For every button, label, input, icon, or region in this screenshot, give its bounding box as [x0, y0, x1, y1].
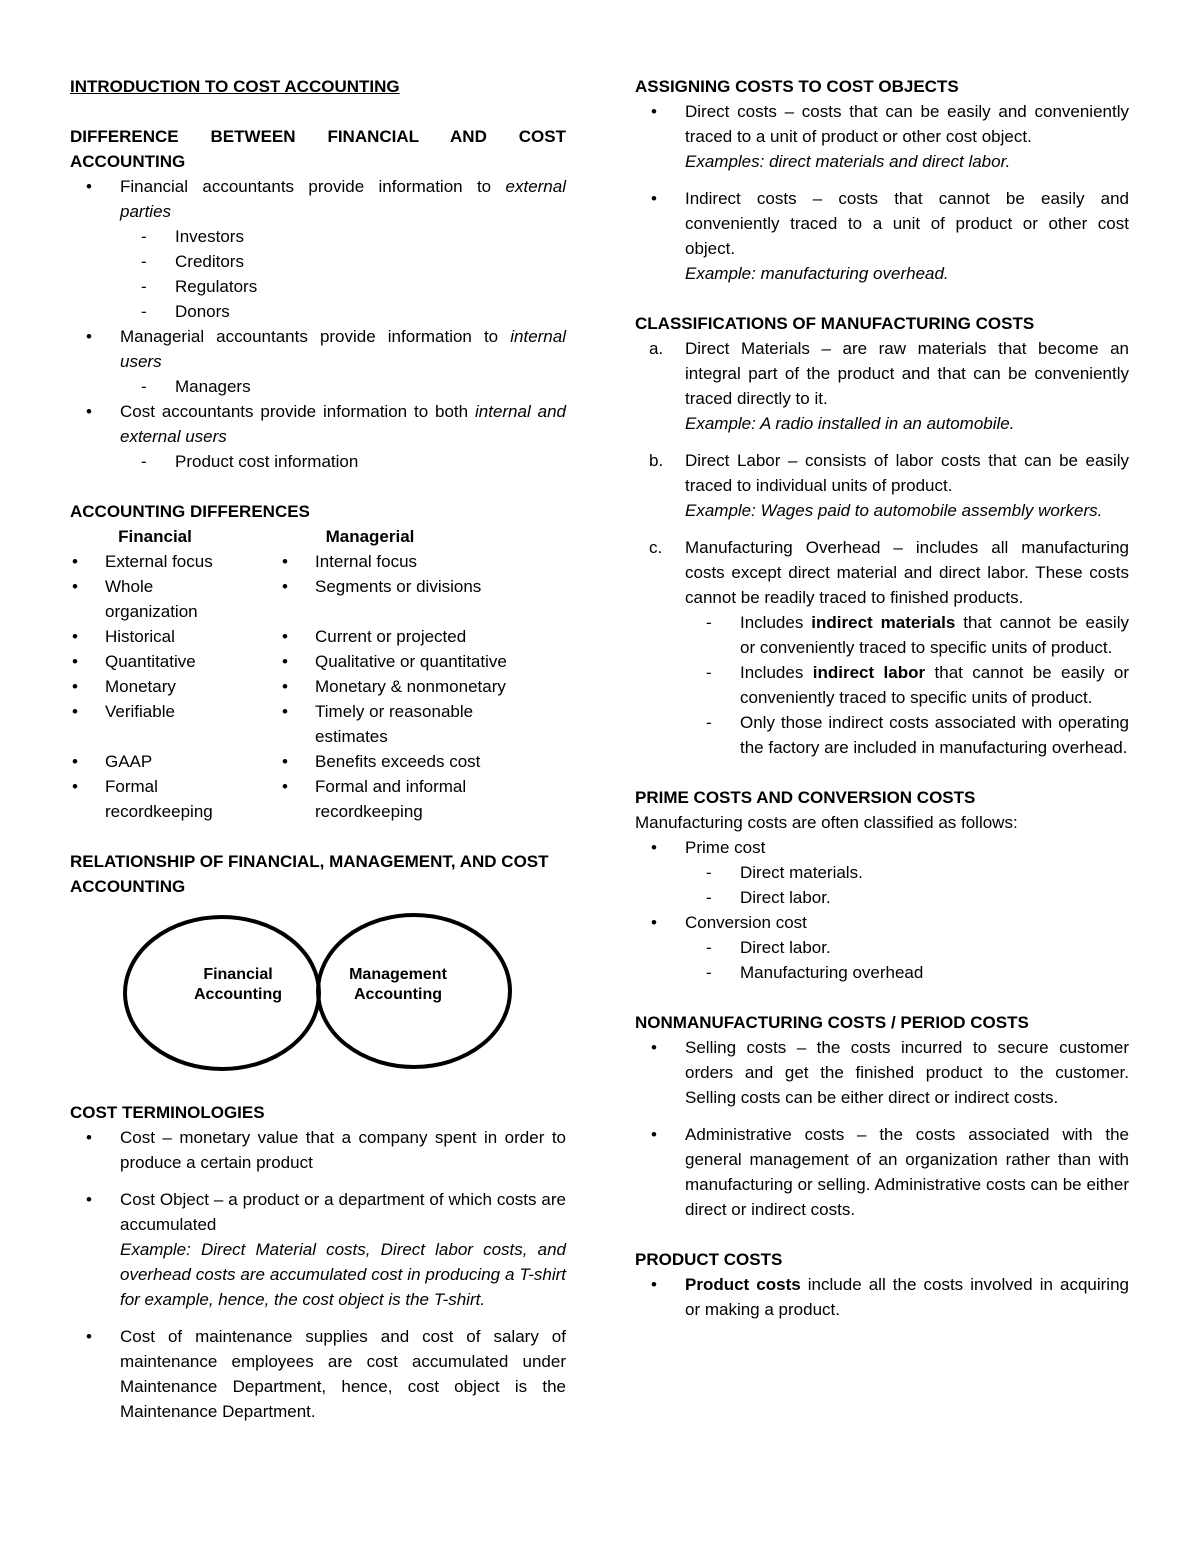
- sub-bold: indirect labor: [812, 663, 926, 682]
- assigning-heading: ASSIGNING COSTS TO COST OBJECTS: [635, 77, 959, 96]
- table-cell: • Current or projected: [280, 624, 566, 649]
- sub-item: - Regulators: [70, 274, 566, 299]
- sub-bold: indirect materials: [811, 613, 956, 632]
- list-item-direct-materials: [635, 336, 1129, 436]
- sub-item-indirect-materials: [635, 610, 1129, 660]
- sub-item-indirect-labor: [635, 660, 1129, 710]
- table-cell: • Timely or reasonable estimates: [280, 699, 515, 749]
- list-item-indirect-costs: [635, 186, 1129, 286]
- item-text: • Direct costs – costs that can be easily and conveniently traced to a unit of product or other cost object.: [685, 102, 1129, 146]
- sub-item-factory: - Only those indirect costs associated with operating the factory are included in manufacturing overhead.: [635, 710, 1129, 760]
- table-cell: • Formal and informal recordkeeping: [280, 774, 485, 824]
- table-cell: • Quantitative: [70, 649, 245, 674]
- prime-intro: Manufacturing costs are often classified as follows:: [635, 813, 1018, 832]
- sub-item: - Direct labor.: [635, 885, 1129, 910]
- item-text: include all the costs involved in acquiring or making a product.: [685, 1275, 1129, 1319]
- financial-header: Financial: [118, 527, 192, 546]
- managerial-column: [280, 524, 566, 824]
- list-marker: b.: [649, 451, 664, 470]
- item-example: Examples: direct materials and direct labor.: [685, 152, 1011, 171]
- table-cell: • Verifiable: [70, 699, 245, 749]
- list-marker: a.: [649, 339, 664, 358]
- accounting-differences-heading: ACCOUNTING DIFFERENCES: [70, 502, 310, 521]
- list-item-managerial-accountants: [70, 324, 566, 374]
- table-cell: • Segments or divisions: [280, 574, 566, 624]
- table-cell: • Monetary: [70, 674, 245, 699]
- sub-item: - Manufacturing overhead: [635, 960, 1129, 985]
- venn-diagram: [70, 903, 566, 1088]
- list-item-cost-object: [70, 1187, 566, 1312]
- list-item-direct-costs: [635, 99, 1129, 174]
- differences-table: [70, 524, 566, 824]
- item-text: Direct Materials – are raw materials that become an integral part of the product and that can be conveniently traced directly to it.: [685, 339, 1129, 408]
- table-cell: • Historical: [70, 624, 245, 649]
- list-item-maintenance: • Cost of maintenance supplies and cost of salary of maintenance employees are cost accumulated under Maintenance Department, hence, cost object is the Maintenance Department.: [70, 1324, 566, 1424]
- list-item-administrative-costs: • Administrative costs – the costs associated with the general management of an organization rather than with manufacturing or selling. Administrative costs can be either direct or indirect costs.: [635, 1122, 1129, 1222]
- product-costs-heading: PRODUCT COSTS: [635, 1250, 783, 1269]
- list-item-financial-accountants: [70, 174, 566, 224]
- difference-heading: DIFFERENCE BETWEEN FINANCIAL AND COST ACCOUNTING: [70, 127, 566, 171]
- list-item-cost: • Cost – monetary value that a company spent in order to produce a certain product: [70, 1125, 566, 1175]
- list-item-product-costs: [635, 1272, 1129, 1322]
- table-cell: • Monetary & nonmonetary: [280, 674, 566, 699]
- list-item-manufacturing-overhead: [635, 535, 1129, 610]
- table-cell: • Formal recordkeeping: [70, 774, 245, 824]
- item-example: Example: manufacturing overhead.: [685, 264, 949, 283]
- cost-terminologies-heading: COST TERMINOLOGIES: [70, 1103, 265, 1122]
- sub-item: - Direct materials.: [635, 860, 1129, 885]
- nonmanufacturing-heading: NONMANUFACTURING COSTS / PERIOD COSTS: [635, 1013, 1029, 1032]
- venn-left-label-1: Financial: [203, 966, 273, 983]
- item-emphasis: internal users: [120, 327, 566, 371]
- sub-text: Includes: [740, 663, 804, 682]
- list-marker: c.: [649, 538, 663, 557]
- relationship-heading: RELATIONSHIP OF FINANCIAL, MANAGEMENT, AND COST ACCOUNTING: [70, 852, 549, 896]
- venn-left-label-2: Accounting: [194, 986, 282, 1003]
- classifications-heading: CLASSIFICATIONS OF MANUFACTURING COSTS: [635, 314, 1035, 333]
- table-cell: • Internal focus: [280, 549, 566, 574]
- item-text: Financial accountants provide information to: [120, 177, 492, 196]
- item-example: Example: Wages paid to automobile assembly workers.: [685, 501, 1103, 520]
- managerial-header: Managerial: [325, 527, 415, 546]
- item-emphasis: internal and external users: [120, 402, 566, 446]
- sub-text: that cannot be easily or conveniently traced to specific units of product.: [740, 663, 1129, 707]
- sub-text: Includes: [740, 613, 804, 632]
- item-bold: Product costs: [685, 1275, 801, 1294]
- table-cell: • Benefits exceeds cost: [280, 749, 566, 774]
- left-column: [70, 74, 566, 1424]
- prime-conversion-heading: PRIME COSTS AND CONVERSION COSTS: [635, 788, 976, 807]
- right-column: [635, 74, 1129, 1322]
- item-text: Manufacturing Overhead – includes all manufacturing costs except direct material and direct labor. These costs cannot be readily traced to finished products.: [685, 538, 1129, 607]
- item-emphasis: external parties: [120, 177, 566, 221]
- list-item-conversion-cost: • Conversion cost: [635, 910, 1129, 935]
- financial-column: [70, 524, 280, 824]
- table-cell: • Whole organization: [70, 574, 245, 624]
- list-item-selling-costs: • Selling costs – the costs incurred to secure customer orders and get the finished product to the customer. Selling costs can be either direct or indirect costs.: [635, 1035, 1129, 1110]
- sub-item: - Managers: [70, 374, 566, 399]
- list-item-direct-labor: [635, 448, 1129, 523]
- table-cell: • Qualitative or quantitative: [280, 649, 566, 674]
- item-example: Example: A radio installed in an automobile.: [685, 414, 1015, 433]
- item-example: Example: Direct Material costs, Direct labor costs, and overhead costs are accumulated cost in producing a T-shirt for example, hence, the cost object is the T-shirt.: [120, 1240, 566, 1309]
- document-title: INTRODUCTION TO COST ACCOUNTING: [70, 77, 400, 96]
- sub-item: - Donors: [70, 299, 566, 324]
- list-item-cost-accountants: [70, 399, 566, 449]
- sub-item: - Investors: [70, 224, 566, 249]
- item-text: • Indirect costs – costs that cannot be easily and conveniently traced to a unit of product or other cost object.: [685, 189, 1129, 258]
- item-text: Direct Labor – consists of labor costs that can be easily traced to individual units of product.: [685, 451, 1129, 495]
- sub-text: that cannot be easily or conveniently traced to specific units of product.: [740, 613, 1129, 657]
- table-cell: • GAAP: [70, 749, 245, 774]
- sub-item: - Product cost information: [70, 449, 566, 474]
- list-item-prime-cost: • Prime cost: [635, 835, 1129, 860]
- item-text: • Cost Object – a product or a department of which costs are accumulated: [120, 1190, 566, 1234]
- venn-right-label-1: Management: [349, 966, 447, 983]
- sub-item: - Creditors: [70, 249, 566, 274]
- item-text: Managerial accountants provide information to: [120, 327, 499, 346]
- venn-svg: [70, 903, 566, 1088]
- sub-item: - Direct labor.: [635, 935, 1129, 960]
- table-cell: • External focus: [70, 549, 245, 574]
- item-text: Cost accountants provide information to both: [120, 402, 469, 421]
- venn-right-label-2: Accounting: [354, 986, 442, 1003]
